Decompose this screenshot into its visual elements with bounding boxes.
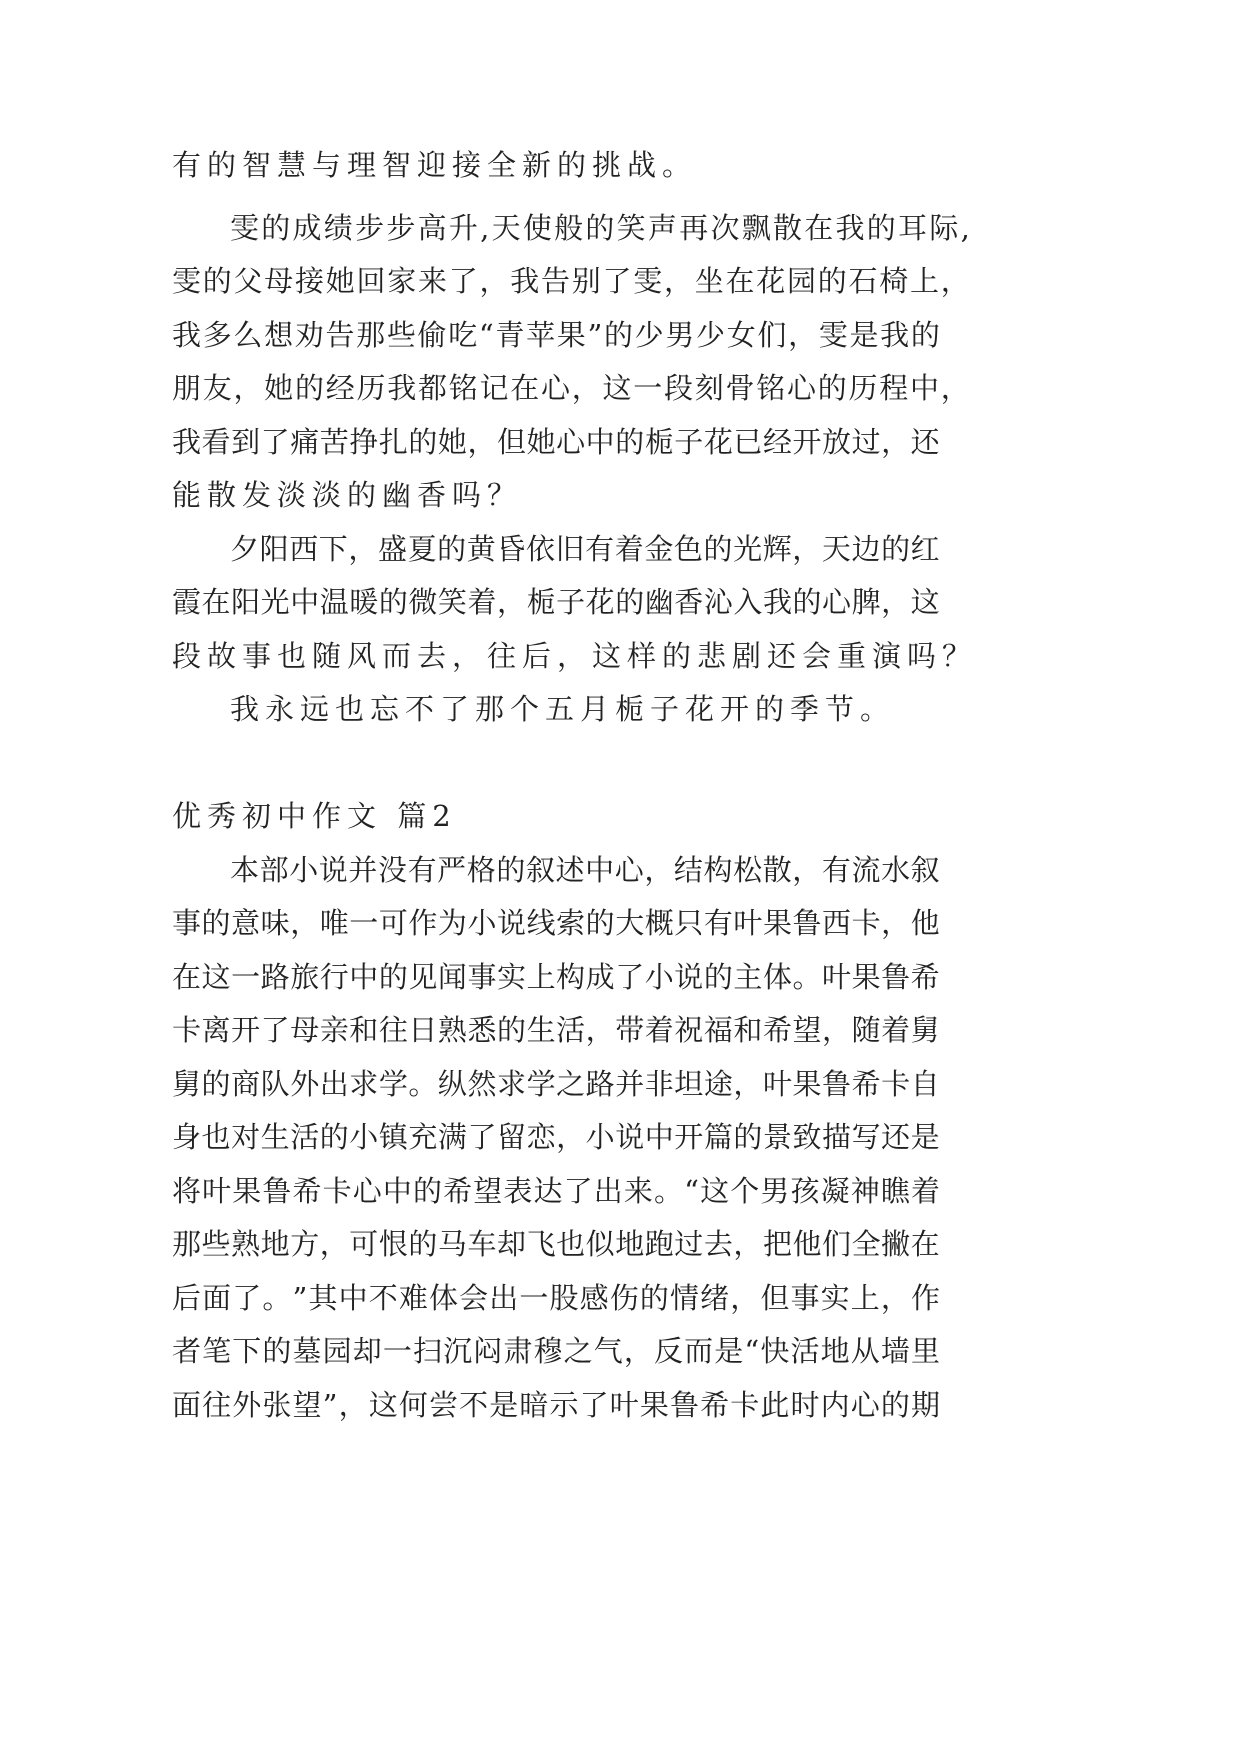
text-line: 段故事也随风而去，往后，这样的悲剧还会重演吗？ [172, 639, 978, 673]
text-line: 事 的 意 味 ， 唯 一 可 作 为 小 说 线 索 的 大 概 只 有 叶 果 鲁 西 卡 ， 他 [172, 906, 940, 940]
text-line: 在 这 一 路 旅 行 中 的 见 闻 事 实 上 构 成 了 小 说 的 主 体 。 叶 果 鲁 希 [172, 960, 940, 994]
paragraph-first-line: 我永远也忘不了那个五月栀子花开的季节。 [230, 692, 896, 726]
text-line: 能散发淡淡的幽香吗？ [172, 478, 523, 512]
text-line: 身 也 对 生 活 的 小 镇 充 满 了 留 恋 ， 小 说 中 开 篇 的 景 致 描 写 还 是 [172, 1120, 940, 1154]
text-line: 我 多 么 想 劝 告 那 些 偷 吃 “ 青 苹 果 ” 的 少 男 少 女 们 ， 雯 是 我 的 [172, 318, 940, 352]
text-line: 舅 的 商 队 外 出 求 学 。 纵 然 求 学 之 路 并 非 坦 途 ， 叶 果 鲁 希 卡 自 [172, 1067, 940, 1101]
text-line: 将 叶 果 鲁 希 卡 心 中 的 希 望 表 达 了 出 来 。 “ 这 个 男 孩 凝 神 瞧 着 [172, 1174, 940, 1208]
paragraph-first-line: 雯 的 成 绩 步 步 高 升 , 天 使 般 的 笑 声 再 次 飘 散 在 我 的 耳 际 , [230, 211, 970, 245]
text-line: 面 往 外 张 望 ” ， 这 何 尝 不 是 暗 示 了 叶 果 鲁 希 卡 此 时 内 心 的 期 [172, 1388, 940, 1422]
text-line: 卡 离 开 了 母 亲 和 往 日 熟 悉 的 生 活 ， 带 着 祝 福 和 希 望 ， 随 着 舅 [172, 1013, 940, 1047]
paragraph-first-line: 夕 阳 西 下 ， 盛 夏 的 黄 昏 依 旧 有 着 金 色 的 光 辉 ， 天 边 的 红 [230, 532, 940, 566]
section-heading: 优秀初中作文 篇2 [172, 799, 457, 833]
text-line: 我 看 到 了 痛 苦 挣 扎 的 她 ， 但 她 心 中 的 栀 子 花 已 经 开 放 过 ， 还 [172, 425, 940, 459]
text-line: 后 面 了 。 ” 其 中 不 难 体 会 出 一 股 感 伤 的 情 绪 ， 但 事 实 上 ， 作 [172, 1281, 940, 1315]
text-line: 霞 在 阳 光 中 温 暖 的 微 笑 着 ， 栀 子 花 的 幽 香 沁 入 我 的 心 脾 ， 这 [172, 585, 940, 619]
paragraph-first-line: 本 部 小 说 并 没 有 严 格 的 叙 述 中 心 ， 结 构 松 散 ， 有 流 水 叙 [230, 853, 940, 887]
text-line: 有的智慧与理智迎接全新的挑战。 [172, 148, 698, 182]
text-line: 雯 的 父 母 接 她 回 家 来 了 ， 我 告 别 了 雯 ， 坐 在 花 园 的 石 椅 上 ， [172, 264, 970, 298]
text-line: 朋 友 ， 她 的 经 历 我 都 铭 记 在 心 ， 这 一 段 刻 骨 铭 心 的 历 程 中 ， [172, 371, 970, 405]
text-line: 那 些 熟 地 方 ， 可 恨 的 马 车 却 飞 也 似 地 跑 过 去 ， 把 他 们 全 撇 在 [172, 1227, 940, 1261]
text-line: 者 笔 下 的 墓 园 却 一 扫 沉 闷 肃 穆 之 气 ， 反 而 是 “ 快 活 地 从 墙 里 [172, 1334, 940, 1368]
